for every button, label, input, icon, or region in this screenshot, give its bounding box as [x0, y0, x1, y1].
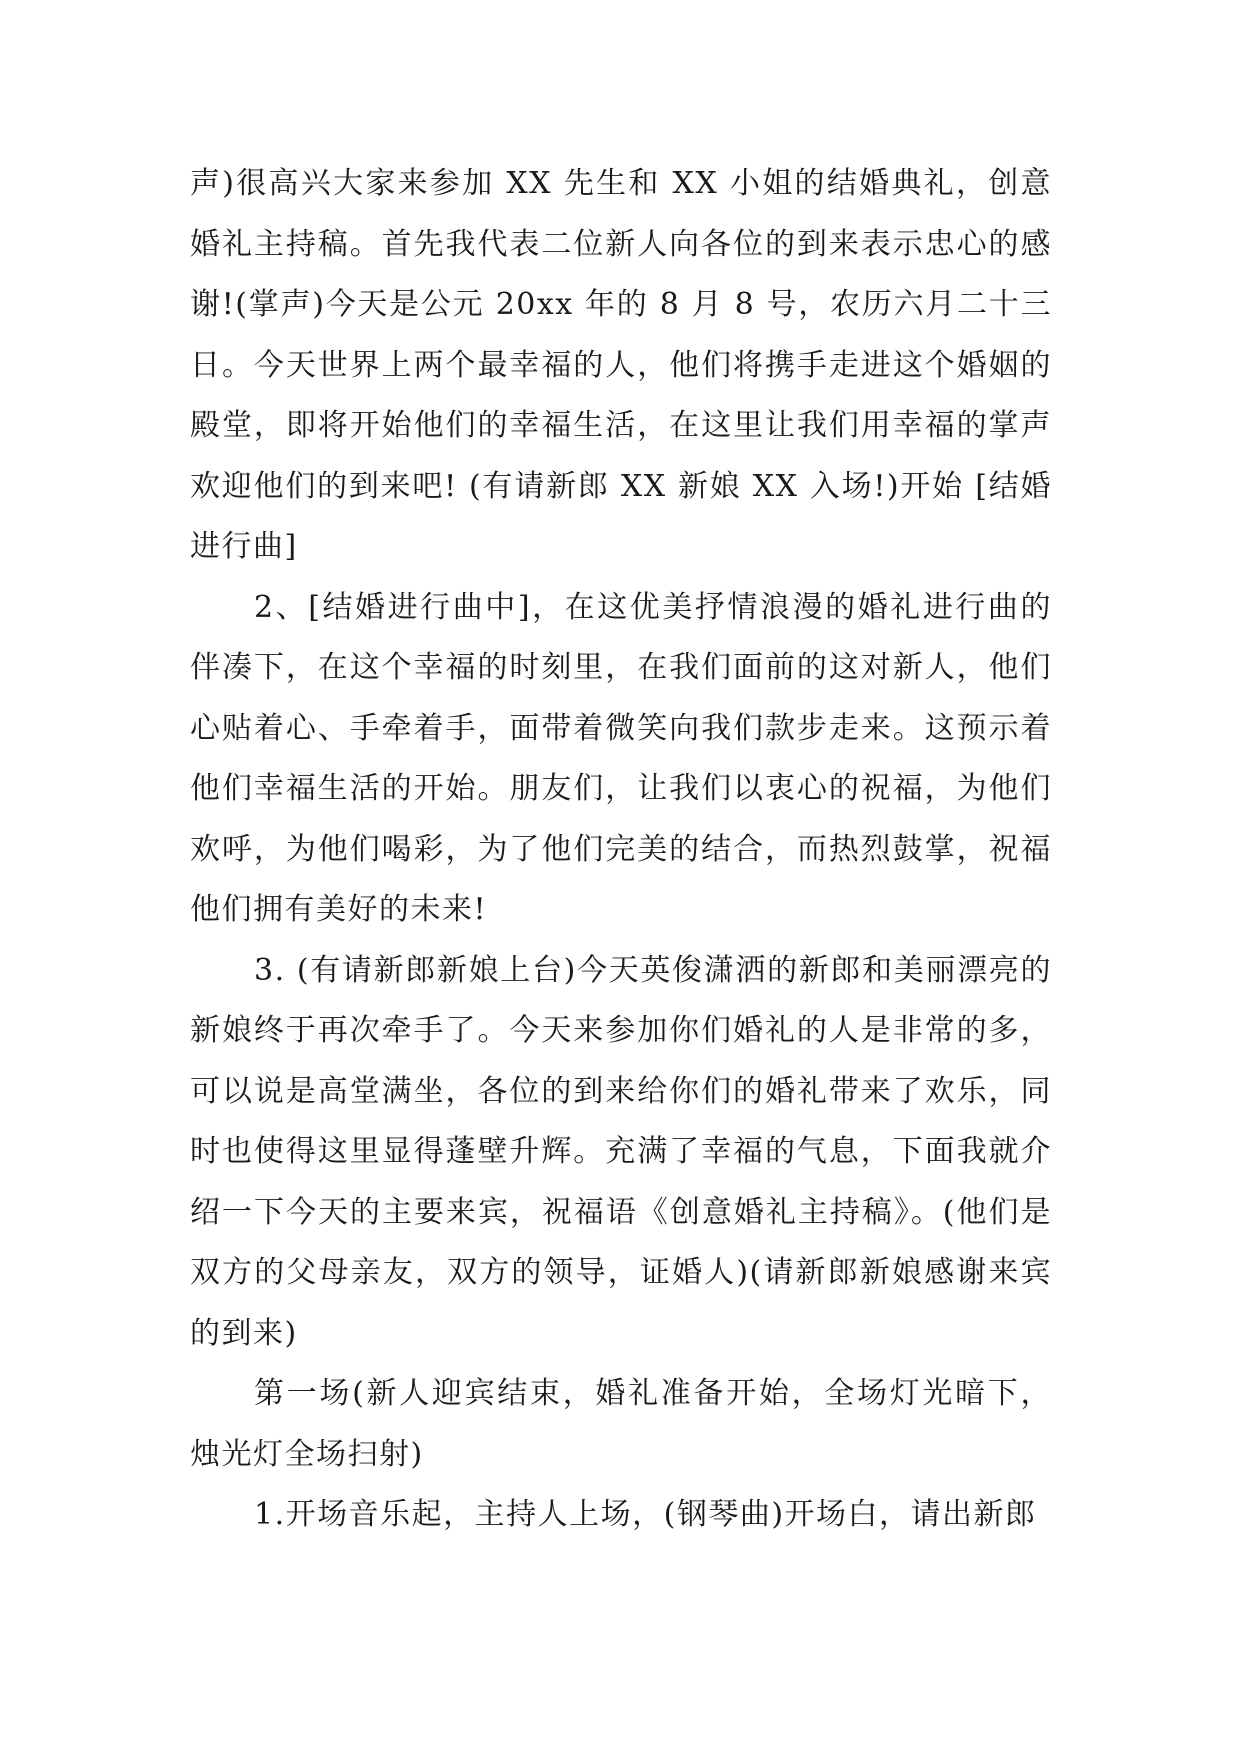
paragraph-4: 第一场(新人迎宾结束，婚礼准备开始，全场灯光暗下，烛光灯全场扫射)	[190, 1376, 1052, 1472]
paragraph-2: 2、[结婚进行曲中]，在这优美抒情浪漫的婚礼进行曲的伴凑下，在这个幸福的时刻里，在我们面前的这对新人，他们心贴着心、手牵着手，面带着微笑向我们款步走来。这预示着他们幸福生活的开始。朋友们，让我们以衷心的祝福，为他们欢呼，为他们喝彩，为了他们完美的结合，而热烈鼓掌，祝福他们拥有美好的未来!	[190, 589, 1052, 927]
paragraph-3: 3. (有请新郎新娘上台)今天英俊潇洒的新郎和美丽漂亮的新娘终于再次牵手了。今天来参加你们婚礼的人是非常的多，可以说是高堂满坐，各位的到来给你们的婚礼带来了欢乐，同时也使得这里显得蓬壁升辉。充满了幸福的气息，下面我就介绍一下今天的主要来宾，祝福语《创意婚礼主持稿》。(他们是双方的父母亲友，双方的领导，证婚人)(请新郎新娘感谢来宾的到来)	[190, 952, 1052, 1351]
paragraph-5: 1.开场音乐起，主持人上场，(钢琴曲)开场白，请出新郎	[254, 1497, 1037, 1532]
document-body	[190, 154, 1052, 1546]
paragraph-1: 声)很高兴大家来参加 XX 先生和 XX 小姐的结婚典礼，创意婚礼主持稿。首先我代表二位新人向各位的到来表示忠心的感谢!(掌声)今天是公元 20xx 年的 8 月 8 号，农历六月二十三日。今天世界上两个最幸福的人，他们将携手走进这个婚姻的殿堂，即将开始他们的幸福生活，在这里让我们用幸福的掌声欢迎他们的到来吧! (有请新郎 XX 新娘 XX 入场!)开始 [结婚进行曲]	[190, 166, 1052, 564]
